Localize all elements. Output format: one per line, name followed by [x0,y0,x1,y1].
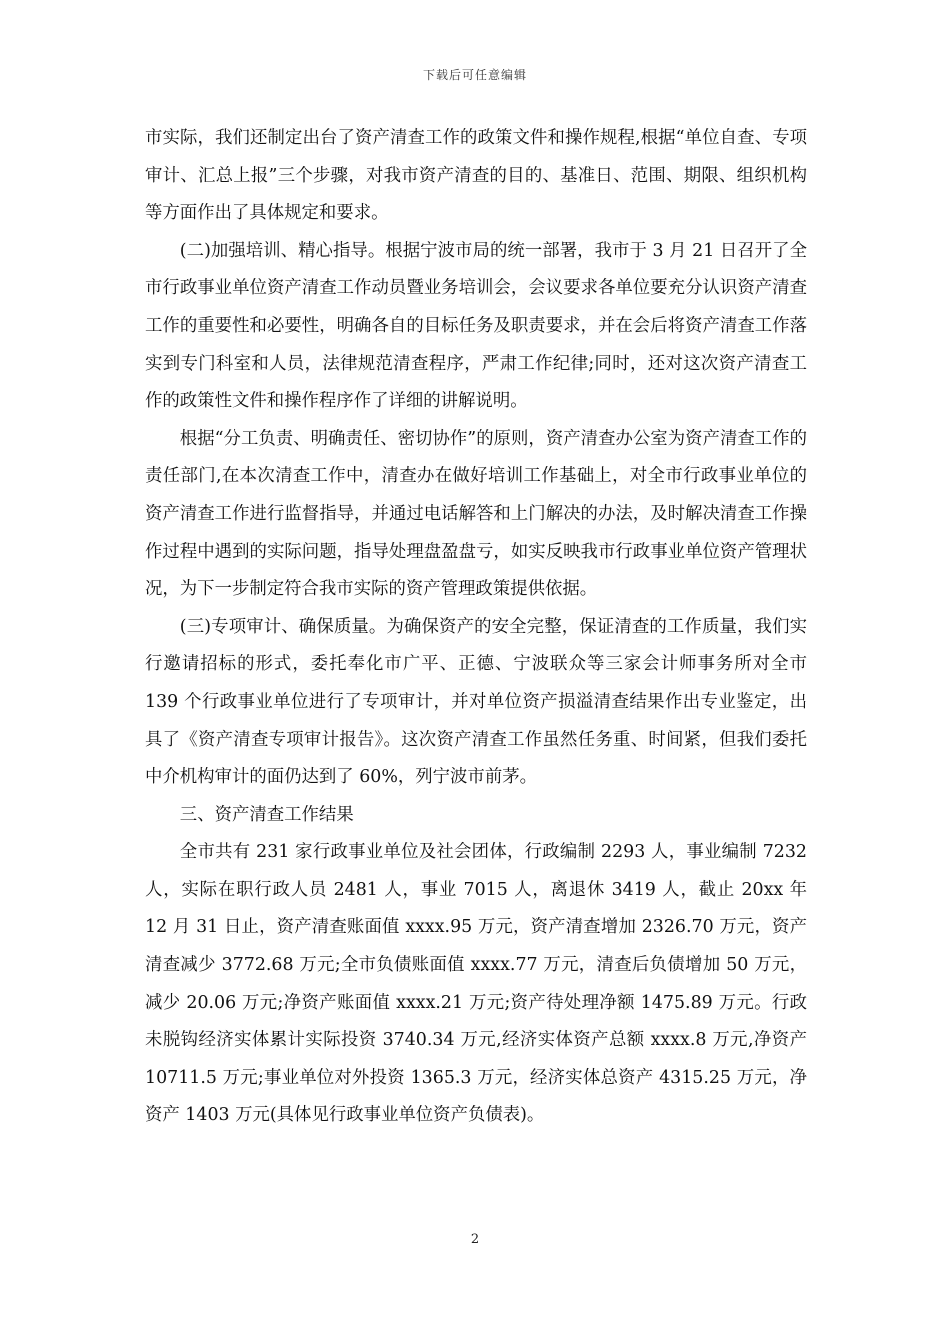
paragraph-responsibility: 根据“分工负责、明确责任、密切协作”的原则，资产清查办公室为资产清查工作的责任部门,在本次清查工作中，清查办在做好培训工作基础上，对全市行政事业单位的资产清查工作进行监督指导，并通过电话解答和上门解决的办法，及时解决清查工作操作过程中遇到的实际问题，指导处理盘盈盘亏，如实反映我市行政事业单位资产管理状况，为下一步制定符合我市实际的资产管理政策提供依据。 [145,428,807,600]
paragraph-section-2: (二)加强培训、精心指导。根据宁波市局的统一部署，我市于 3 月 21 日召开了全市行政事业单位资产清查工作动员暨业务培训会，会议要求各单位要充分认识资产清查工作的重要性和必要性，明确各自的目标任务及职责要求，并在会后将资产清查工作落实到专门科室和人员，法律规范清查程序，严肃工作纪律;同时，还对这次资产清查工作的政策性文件和操作程序作了详细的讲解说明。 [145,240,807,412]
document-body [145,120,807,1135]
paragraph-section-3: (三)专项审计、确保质量。为确保资产的安全完整，保证清查的工作质量，我们实行邀请招标的形式，委托奉化市广平、正德、宁波联众等三家会计师事务所对全市 139 个行政事业单位进行了专项审计，并对单位资产损溢清查结果作出专业鉴定，出具了《资产清查专项审计报告》。这次资产清查工作虽然任务重、时间紧，但我们委托中介机构审计的面仍达到了 60%，列宁波市前茅。 [145,616,807,788]
paragraph-results: 全市共有 231 家行政事业单位及社会团体，行政编制 2293 人，事业编制 7232 人，实际在职行政人员 2481 人，事业 7015 人，离退休 3419 人，截止 20xx 年 12 月 31 日止，资产清查账面值 xxxx.95 万元，资产清查增加 2326.70 万元，资产清查减少 3772.68 万元;全市负债账面值 xxxx.77 万元，清查后负债增加 50 万元，减少 20.06 万元;净资产账面值 xxxx.21 万元;资产待处理净额 1475.89 万元。行政未脱钩经济实体累计实际投资 3740.34 万元,经济实体资产总额 xxxx.8 万元,净资产 10711.5 万元;事业单位对外投资 1365.3 万元，经济实体总资产 4315.25 万元，净资产 1403 万元(具体见行政事业单位资产负债表)。 [145,842,807,1126]
section-heading-results: 三、资产清查工作结果 [179,804,354,825]
page-header: 下载后可任意编辑 [422,68,527,82]
paragraph-continuation: 市实际，我们还制定出台了资产清查工作的政策文件和操作规程,根据“单位自查、专项审计、汇总上报”三个步骤，对我市资产清查的目的、基准日、范围、期限、组织机构等方面作出了具体规定和要求。 [145,128,807,224]
page-number: 2 [470,1232,480,1247]
